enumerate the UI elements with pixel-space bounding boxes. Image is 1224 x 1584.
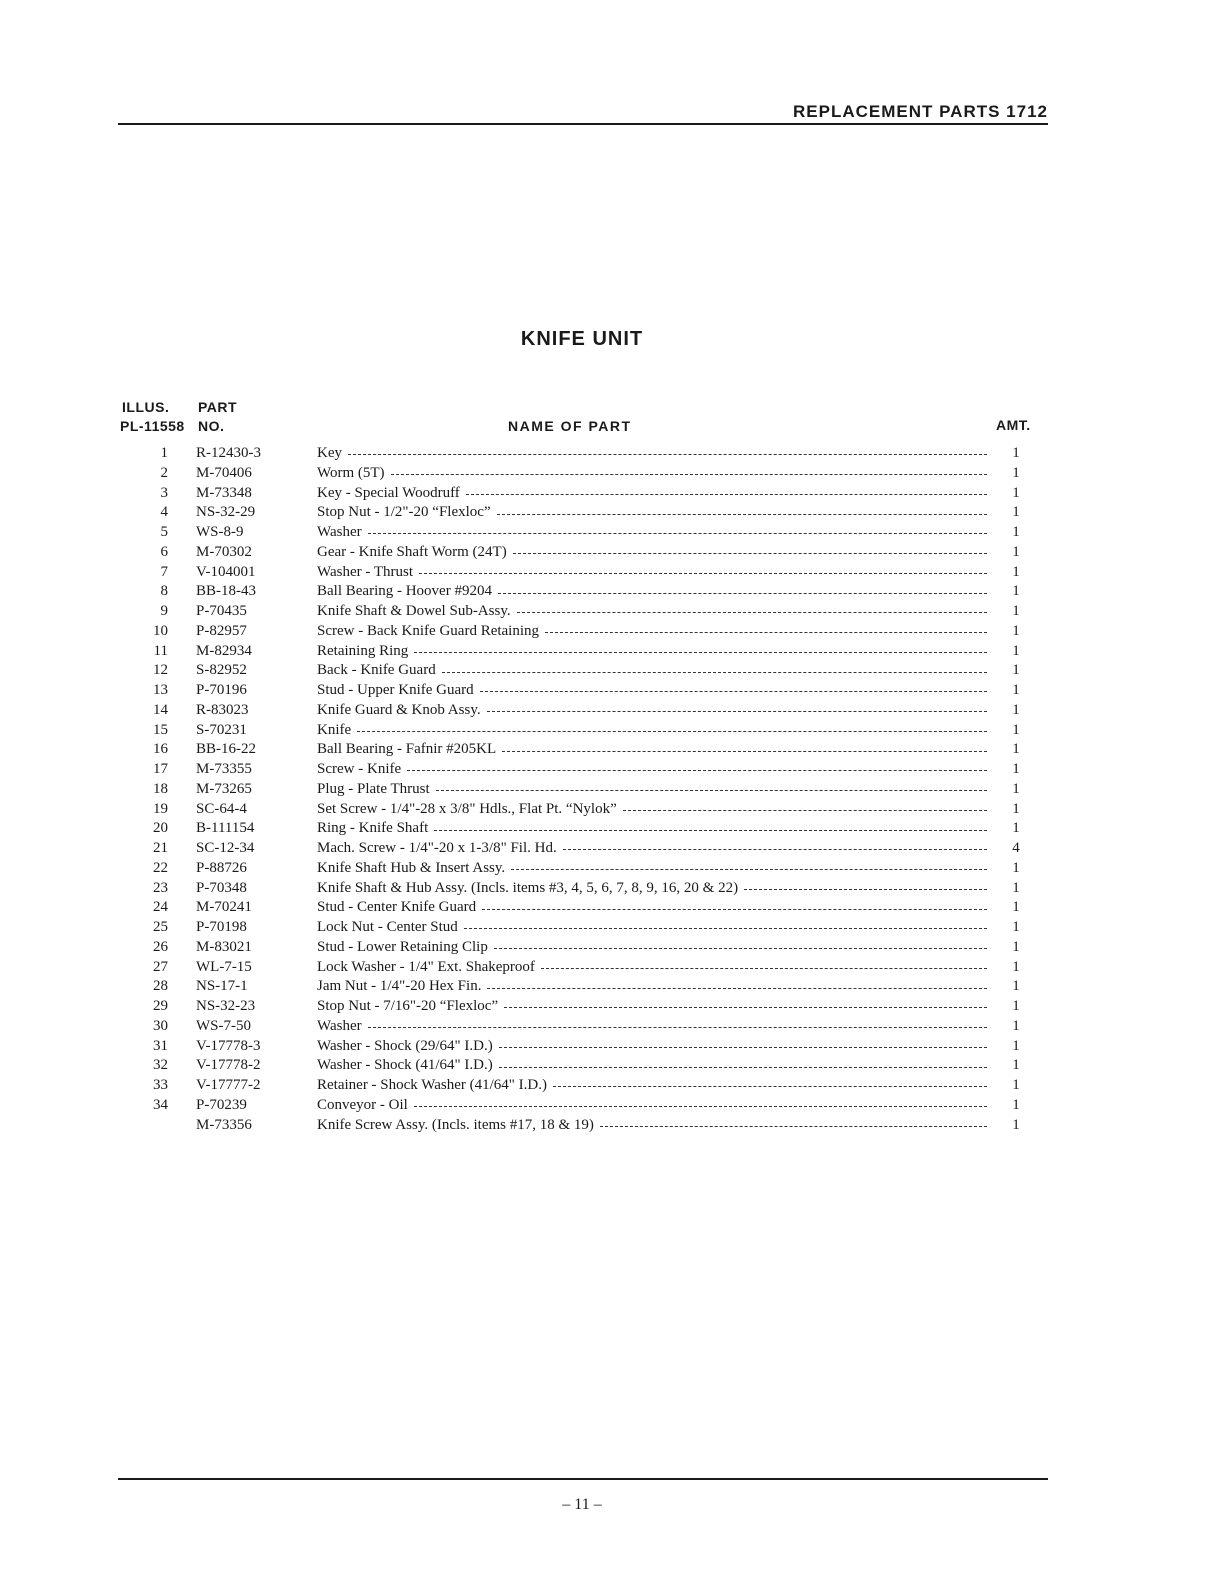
illus-number: 10 [153, 622, 168, 639]
dashed-leader [487, 988, 987, 989]
part-name: Set Screw - 1/4"-28 x 3/8" Hdls., Flat Pt. “Nylok” [317, 800, 617, 817]
part-number: M-70406 [196, 464, 252, 481]
illus-number: 24 [153, 899, 168, 916]
part-number: B-111154 [196, 820, 255, 837]
part-name: Knife Shaft Hub & Insert Assy. [317, 859, 506, 876]
dashed-leader [482, 909, 987, 910]
amount: 1 [1012, 642, 1020, 659]
part-name-cell [317, 800, 987, 820]
illus-number: 29 [153, 998, 168, 1014]
illus-number: 28 [153, 978, 168, 995]
part-name: Stud - Upper Knife Guard [317, 682, 474, 698]
part-name: Knife [317, 721, 352, 738]
illus-number: 20 [153, 820, 168, 837]
dashed-leader [368, 533, 987, 534]
part-name-cell [317, 721, 987, 741]
part-number: NS-17-1 [196, 978, 248, 995]
table-row [110, 958, 1050, 978]
table-row [110, 740, 1050, 760]
part-number: P-70239 [196, 1096, 247, 1113]
part-number: M-83021 [196, 938, 252, 955]
part-name-cell [317, 1017, 987, 1037]
amount: 1 [1012, 899, 1020, 916]
part-number: M-70241 [196, 899, 252, 916]
table-row [110, 1076, 1050, 1096]
part-name-cell [317, 622, 987, 642]
amount: 1 [1012, 879, 1020, 896]
illus-number: 32 [153, 1057, 168, 1074]
part-number: M-73265 [196, 780, 252, 797]
illus-number: 22 [153, 859, 168, 876]
part-number: WL-7-15 [196, 958, 252, 975]
amount: 1 [1012, 761, 1020, 777]
amount: 1 [1012, 859, 1020, 876]
part-name: Lock Nut - Center Stud [317, 919, 458, 935]
illus-number: 8 [160, 583, 168, 600]
part-number: SC-64-4 [196, 800, 247, 817]
amount: 1 [1012, 583, 1020, 600]
dashed-leader [466, 494, 987, 495]
part-name-cell [317, 898, 987, 918]
part-name: Washer - Shock (41/64" I.D.) [317, 1057, 493, 1074]
amount: 4 [1012, 840, 1020, 856]
part-number: BB-18-43 [196, 583, 256, 600]
part-number: WS-8-9 [196, 524, 244, 540]
illus-number: 4 [160, 504, 168, 521]
amount: 1 [1012, 1057, 1020, 1074]
illus-number: 13 [153, 682, 168, 698]
part-name: Key - Special Woodruff [317, 484, 460, 501]
part-number: P-70435 [196, 603, 247, 619]
table-row [110, 1096, 1050, 1116]
table-row [110, 977, 1050, 997]
illus-number: 19 [153, 800, 168, 817]
amount: 1 [1012, 1116, 1020, 1133]
illus-number: 2 [160, 464, 168, 481]
table-row [110, 681, 1050, 701]
illus-number: 33 [153, 1077, 168, 1093]
amount: 1 [1012, 603, 1020, 619]
illus-number: 23 [153, 879, 168, 896]
part-name: Ball Bearing - Fafnir #205KL [317, 741, 497, 758]
table-row [110, 780, 1050, 800]
table-row [110, 839, 1050, 859]
table-row [110, 602, 1050, 622]
part-number: S-82952 [196, 662, 247, 679]
illus-number: 34 [153, 1096, 168, 1113]
part-name: Washer - Thrust [317, 563, 413, 580]
footer-rule [118, 1478, 1048, 1480]
part-name-cell [317, 444, 987, 464]
part-name: Stop Nut - 7/16"-20 “Flexloc” [317, 998, 499, 1014]
part-number: M-73348 [196, 484, 252, 501]
dashed-leader [513, 553, 987, 554]
table-row [110, 701, 1050, 721]
dashed-leader [497, 514, 987, 515]
part-number: V-17778-2 [196, 1057, 261, 1074]
part-number: M-70302 [196, 543, 252, 560]
part-name: Ring - Knife Shaft [317, 820, 429, 837]
dashed-leader [357, 731, 987, 732]
table-row [110, 859, 1050, 879]
amount: 1 [1012, 484, 1020, 501]
dashed-leader [407, 770, 987, 771]
dashed-leader [623, 810, 987, 811]
part-name-cell [317, 1076, 987, 1096]
part-name-cell [317, 879, 987, 899]
part-name-cell [317, 503, 987, 523]
dashed-leader [502, 751, 987, 752]
part-number: WS-7-50 [196, 1017, 251, 1034]
dashed-leader [499, 1047, 987, 1048]
column-header-part: PART [198, 399, 238, 415]
part-name-cell [317, 938, 987, 958]
part-name: Plug - Plate Thrust [317, 780, 430, 797]
illus-number: 31 [153, 1037, 168, 1054]
part-name-cell [317, 918, 987, 938]
dashed-leader [414, 1106, 987, 1107]
dashed-leader [504, 1007, 987, 1008]
dashed-leader [414, 652, 987, 653]
part-name-cell [317, 523, 987, 543]
part-name: Back - Knife Guard [317, 662, 436, 679]
part-number: BB-16-22 [196, 741, 256, 758]
table-row [110, 582, 1050, 602]
part-name: Stop Nut - 1/2"-20 “Flexloc” [317, 504, 491, 521]
part-name-cell [317, 582, 987, 602]
table-row [110, 898, 1050, 918]
part-number: M-73356 [196, 1116, 252, 1133]
dashed-leader [442, 672, 987, 673]
amount: 1 [1012, 464, 1020, 481]
part-name-cell [317, 563, 987, 583]
part-name-cell [317, 997, 987, 1017]
part-number: P-82957 [196, 622, 247, 639]
column-header-name: NAME OF PART [508, 418, 632, 434]
dashed-leader [419, 573, 987, 574]
dashed-leader [434, 830, 987, 831]
part-name-cell [317, 780, 987, 800]
amount: 1 [1012, 721, 1020, 738]
part-name: Screw - Back Knife Guard Retaining [317, 622, 540, 639]
part-name-cell [317, 1056, 987, 1076]
amount: 1 [1012, 741, 1020, 758]
part-name: Gear - Knife Shaft Worm (24T) [317, 543, 507, 560]
dashed-leader [517, 612, 987, 613]
table-row [110, 661, 1050, 681]
part-name: Stud - Lower Retaining Clip [317, 938, 488, 955]
illus-number: 14 [153, 701, 168, 718]
table-row [110, 879, 1050, 899]
amount: 1 [1012, 1017, 1020, 1034]
illus-number: 3 [160, 484, 168, 501]
part-name-cell [317, 839, 987, 859]
illus-number: 27 [153, 958, 168, 975]
amount: 1 [1012, 998, 1020, 1014]
table-row [110, 1017, 1050, 1037]
dashed-leader [744, 889, 987, 890]
dashed-leader [480, 691, 987, 692]
table-row [110, 464, 1050, 484]
dashed-leader [436, 790, 987, 791]
amount: 1 [1012, 504, 1020, 521]
table-row [110, 543, 1050, 563]
part-name-cell [317, 484, 987, 504]
part-number: R-12430-3 [196, 445, 261, 461]
part-name: Screw - Knife [317, 761, 402, 777]
part-number: V-17777-2 [196, 1077, 261, 1093]
part-name-cell [317, 701, 987, 721]
part-name-cell [317, 642, 987, 662]
table-row [110, 918, 1050, 938]
illus-number: 12 [153, 662, 168, 679]
amount: 1 [1012, 780, 1020, 797]
part-number: M-73355 [196, 761, 252, 777]
part-name-cell [317, 1037, 987, 1057]
column-header-amt: AMT. [996, 417, 1031, 433]
amount: 1 [1012, 662, 1020, 679]
part-name-cell [317, 740, 987, 760]
table-row [110, 760, 1050, 780]
part-name: Lock Washer - 1/4" Ext. Shakeproof [317, 958, 535, 975]
amount: 1 [1012, 978, 1020, 995]
table-row [110, 503, 1050, 523]
illus-number: 30 [153, 1017, 168, 1034]
part-name: Jam Nut - 1/4"-20 Hex Fin. [317, 978, 482, 995]
amount: 1 [1012, 1077, 1020, 1093]
table-row [110, 523, 1050, 543]
part-number: P-88726 [196, 859, 247, 876]
part-name-cell [317, 543, 987, 563]
dashed-leader [499, 1067, 987, 1068]
amount: 1 [1012, 800, 1020, 817]
illus-number: 6 [160, 543, 168, 560]
part-number: R-83023 [196, 701, 249, 718]
table-row [110, 642, 1050, 662]
part-name-cell [317, 760, 987, 780]
header-rule [118, 123, 1048, 125]
part-name-cell [317, 1116, 987, 1136]
dashed-leader [511, 869, 987, 870]
part-name-cell [317, 819, 987, 839]
dashed-leader [368, 1027, 987, 1028]
table-row [110, 997, 1050, 1017]
table-row [110, 800, 1050, 820]
table-row [110, 563, 1050, 583]
part-name: Washer [317, 1017, 362, 1034]
table-row [110, 622, 1050, 642]
illus-number: 21 [153, 840, 168, 856]
part-number: NS-32-23 [196, 998, 256, 1014]
part-number: P-70198 [196, 919, 247, 935]
amount: 1 [1012, 919, 1020, 935]
column-header-no: NO. [198, 418, 225, 434]
dashed-leader [391, 474, 987, 475]
dashed-leader [348, 454, 987, 455]
part-number: P-70348 [196, 879, 247, 896]
illus-number: 11 [153, 642, 168, 659]
part-name: Washer [317, 524, 362, 540]
table-row [110, 484, 1050, 504]
amount: 1 [1012, 820, 1020, 837]
table-row [110, 938, 1050, 958]
section-title: KNIFE UNIT [520, 328, 644, 350]
part-name-cell [317, 1096, 987, 1116]
part-name: Ball Bearing - Hoover #9204 [317, 583, 492, 600]
amount: 1 [1012, 445, 1020, 461]
part-name: Knife Guard & Knob Assy. [317, 701, 481, 718]
table-row [110, 721, 1050, 741]
amount: 1 [1012, 1037, 1020, 1054]
page-number: – 11 – [562, 1496, 602, 1513]
table-row [110, 819, 1050, 839]
illus-number: 1 [160, 445, 168, 461]
dashed-leader [494, 948, 987, 949]
part-number: S-70231 [196, 721, 247, 738]
amount: 1 [1012, 543, 1020, 560]
part-name: Knife Shaft & Hub Assy. (Incls. items #3, 4, 5, 6, 7, 8, 9, 16, 20 & 22) [317, 879, 739, 896]
illus-number: 5 [160, 524, 168, 540]
part-name: Stud - Center Knife Guard [317, 899, 477, 916]
part-number: NS-32-29 [196, 504, 256, 521]
illus-number: 25 [153, 919, 168, 935]
illus-number: 16 [153, 741, 168, 758]
part-name: Knife Shaft & Dowel Sub-Assy. [317, 603, 511, 619]
part-number: P-70196 [196, 682, 247, 698]
part-name-cell [317, 977, 987, 997]
table-row [110, 1037, 1050, 1057]
part-name: Conveyor - Oil [317, 1096, 408, 1113]
dashed-leader [498, 593, 987, 594]
part-name: Knife Screw Assy. (Incls. items #17, 18 & 19) [317, 1116, 594, 1133]
amount: 1 [1012, 938, 1020, 955]
table-row [110, 1116, 1050, 1136]
amount: 1 [1012, 563, 1020, 580]
table-row [110, 444, 1050, 464]
part-number: V-17778-3 [196, 1037, 261, 1054]
part-name: Mach. Screw - 1/4"-20 x 1-3/8" Fil. Hd. [317, 840, 557, 856]
part-name-cell [317, 859, 987, 879]
part-name-cell [317, 602, 987, 622]
amount: 1 [1012, 701, 1020, 718]
amount: 1 [1012, 622, 1020, 639]
part-name: Retaining Ring [317, 642, 409, 659]
dashed-leader [553, 1086, 987, 1087]
part-number: V-104001 [196, 563, 256, 580]
parts-list [110, 444, 1050, 1135]
illus-number: 15 [153, 721, 168, 738]
part-number: SC-12-34 [196, 840, 255, 856]
illus-number: 26 [153, 938, 168, 955]
column-header-illus: ILLUS. [122, 399, 170, 415]
amount: 1 [1012, 682, 1020, 698]
illus-number: 17 [153, 761, 168, 777]
dashed-leader [541, 968, 987, 969]
column-header-pl: PL-11558 [120, 418, 185, 434]
dashed-leader [464, 928, 987, 929]
dashed-leader [487, 711, 987, 712]
part-name: Key [317, 445, 342, 461]
part-name-cell [317, 464, 987, 484]
illus-number: 7 [160, 563, 168, 580]
dashed-leader [545, 632, 987, 633]
part-name-cell [317, 661, 987, 681]
amount: 1 [1012, 524, 1020, 540]
table-row [110, 1056, 1050, 1076]
part-name: Retainer - Shock Washer (41/64" I.D.) [317, 1077, 547, 1093]
part-number: M-82934 [196, 642, 252, 659]
illus-number: 18 [153, 780, 168, 797]
part-name-cell [317, 681, 987, 701]
part-name: Worm (5T) [317, 464, 385, 481]
dashed-leader [600, 1126, 987, 1127]
amount: 1 [1012, 958, 1020, 975]
amount: 1 [1012, 1096, 1020, 1113]
illus-number: 9 [160, 603, 168, 619]
dashed-leader [563, 849, 987, 850]
part-name-cell [317, 958, 987, 978]
part-name: Washer - Shock (29/64" I.D.) [317, 1037, 493, 1054]
page-header-title: REPLACEMENT PARTS 1712 [792, 102, 1048, 121]
